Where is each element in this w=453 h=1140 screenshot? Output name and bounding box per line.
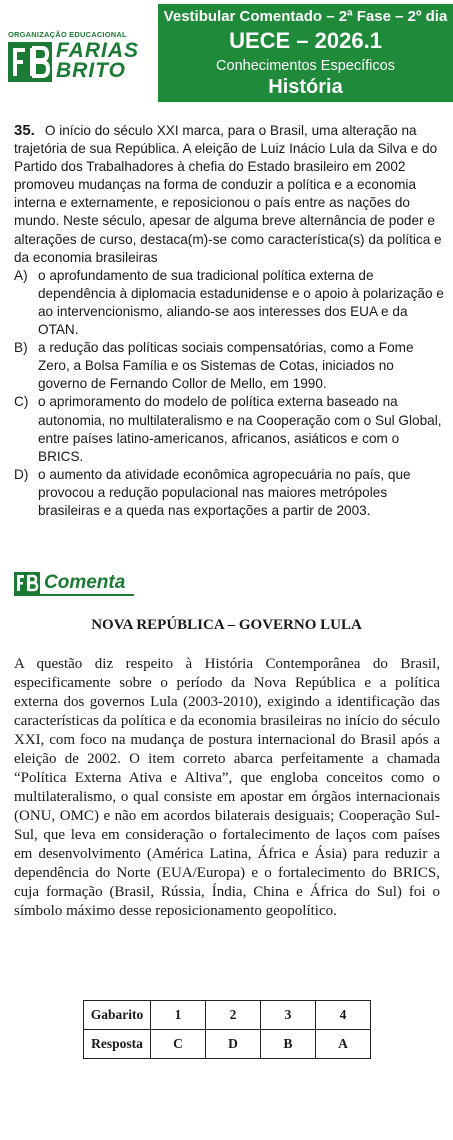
answer-table-answer-row xyxy=(84,1030,371,1059)
answer-cell: A xyxy=(316,1030,371,1059)
exam-area: Conhecimentos Específicos xyxy=(216,58,395,74)
question-number: 35. xyxy=(14,122,35,139)
section-title: NOVA REPÚBLICA – GOVERNO LULA xyxy=(91,617,362,633)
comenta-underline xyxy=(14,594,134,596)
answer-table-header-label: Gabarito xyxy=(84,1001,151,1030)
alternative-c xyxy=(14,393,444,465)
comenta-label: Comenta xyxy=(44,572,126,593)
fb-comenta-icon xyxy=(14,572,40,594)
answer-table-column: 2 xyxy=(206,1001,261,1030)
alternative-d xyxy=(14,466,444,520)
alternative-text: o aprofundamento de sua tradicional política externa de dependência à diplomacia estadunidense e o apoio à polarização e ao intervencionismo, aliando-se aos interesses dos EUA e da OTAN. xyxy=(38,267,444,338)
alternative-b xyxy=(14,339,444,393)
fb-logo-mark-icon xyxy=(8,42,52,82)
comment-text: A questão diz respeito à História Contemporânea do Brasil, especificamente sobre o período da Nova República e a política externa dos governos Lula (2003-2010), exigindo a identificação das características da política e da economia brasileiras no início do século XXI, com foco na mudança de postura internacional do Brasil após a eleição de 2002. O item correto abarca perfeitamente a chamada “Política Externa Ativa e Altiva”, que engloba conceitos como o multilateralismo, o qual consiste em apostar em órgãos internacionais (ONU, OMC) e não em acordos bilaterais desiguais; Cooperação Sul-Sul, que leva em consideração o fortalecimento de laços com países em desenvolvimento (América Latina, África e Ásia) para reduzir a dependência do Norte (EUA/Europa) e o fortalecimento do BRICS, cuja formação (Brasil, Rússia, Índia, China e África do Sul) foi o símbolo máximo desse reposicionamento geopolítico. xyxy=(14,656,440,919)
page-header xyxy=(0,0,453,108)
answer-cell: B xyxy=(261,1030,316,1059)
alternative-text: o aumento da atividade econômica agropecuária no país, que provocou a redução populacional nas maiores metrópoles brasileiras e a queda nas exportações a partir de 2003. xyxy=(38,466,411,518)
comenta-banner xyxy=(14,572,134,596)
answer-cell: D xyxy=(206,1030,261,1059)
alternative-a xyxy=(14,267,444,339)
answer-table-header-row xyxy=(84,1001,371,1030)
answer-table xyxy=(83,1000,371,1059)
answer-table-answer-label: Resposta xyxy=(84,1030,151,1059)
exam-subject: História xyxy=(268,76,343,98)
question-text: O início do século XXI marca, para o Brasil, uma alteração na trajetória de sua República. A eleição de Luiz Inácio Lula da Silva e do Partido dos Trabalhadores à chefia do Estado brasileiro em 2002 promoveu mudanças na forma de conduzir a política e a economia interna e externamente, e reposicionou o país entre as nações do mundo. Neste século, apesar de alguma breve alternância de poder e alterações de curso, destaca(m)-se como característica(s) da política e da economia brasileiras xyxy=(14,123,442,265)
answer-table-column: 1 xyxy=(151,1001,206,1030)
answer-cell: C xyxy=(151,1030,206,1059)
alternative-letter: A) xyxy=(14,267,28,283)
answer-table-column: 4 xyxy=(316,1001,371,1030)
exam-edition: UECE – 2026.1 xyxy=(229,28,382,53)
question-block xyxy=(14,122,444,520)
farias-brito-logo xyxy=(8,30,158,86)
alternative-letter: C) xyxy=(14,394,29,410)
exam-title: Vestibular Comentado – 2ª Fase – 2º dia xyxy=(163,8,448,25)
logo-word-farias: FARIAS xyxy=(56,39,140,62)
logo-caption: ORGANIZAÇÃO EDUCACIONAL xyxy=(8,30,127,39)
answer-table-column: 3 xyxy=(261,1001,316,1030)
question-statement xyxy=(14,122,444,267)
alternative-letter: B) xyxy=(14,340,28,356)
header-title-box xyxy=(158,4,453,102)
alternative-letter: D) xyxy=(14,466,29,482)
logo-word-brito: BRITO xyxy=(56,59,126,82)
alternative-text: o aprimoramento do modelo de política externa baseado na autonomia, no multilateralismo e na Cooperação com o Sul Global, entre países latino-americanos, africanos, asiáticos e com o BRICS. xyxy=(38,394,442,464)
alternative-text: a redução das políticas sociais compensatórias, como a Fome Zero, a Bolsa Família e os Sistemas de Cotas, iniciados no governo de Fernando Collor de Mello, em 1990. xyxy=(38,340,414,392)
